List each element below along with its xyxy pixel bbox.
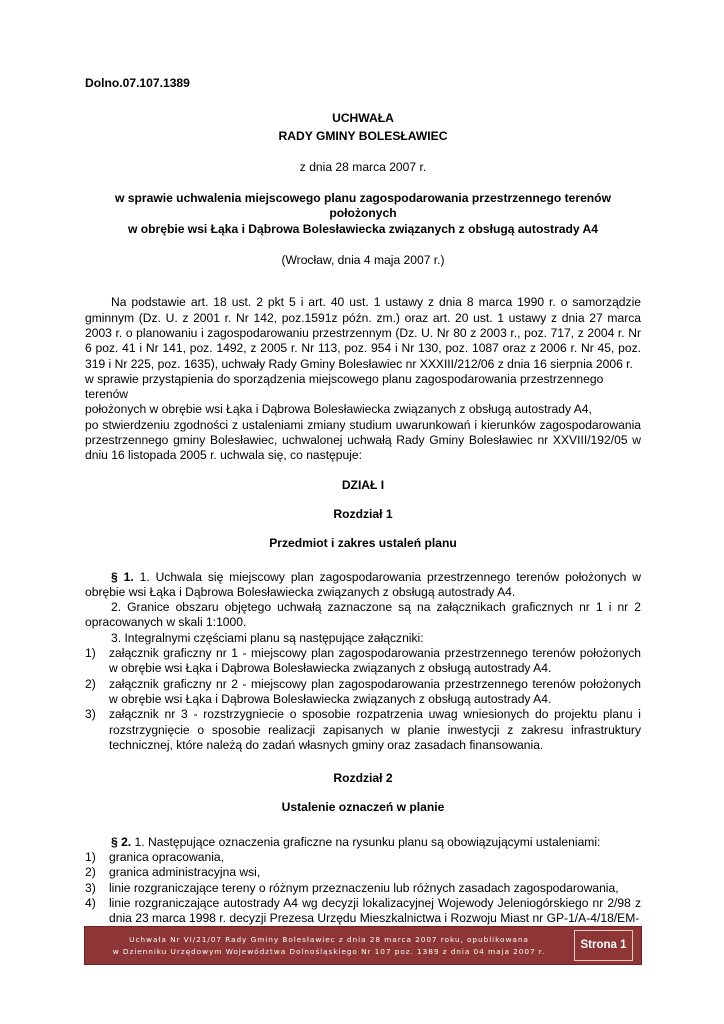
page-footer bbox=[84, 926, 642, 965]
preamble-paragraph: po stwierdzeniu zgodności z ustaleniami zmiany studium uwarunkowań i kierunków zagospodarowania przestrzennego gminy Bolesławiec, uchwalonej uchwałą Rady Gminy Bolesławiec nr XXVIII/192/05 w dniu 16 listopada 2005 r. uchwala się, co następuje: bbox=[85, 417, 641, 463]
preamble bbox=[85, 295, 641, 463]
chapter-2-heading: Rozdział 2 bbox=[333, 771, 393, 786]
section-2 bbox=[85, 835, 641, 927]
preamble-line: w sprawie przystąpienia do sporządzenia miejscowego planu zagospodarowania przestrzennego terenów bbox=[85, 371, 604, 402]
subject-line-2: w obrębie wsi Łąka i Dąbrowa Bolesławiecka związanych z obsługą autostrady A4 bbox=[127, 221, 598, 236]
list-item: 2) załącznik graficzny nr 2 - miejscowy plan zagospodarowania przestrzennego terenów położonych w obrębie wsi Łąka i Dąbrowa Bolesławiecka związanych z obsługą autostrady A4. bbox=[85, 676, 641, 706]
document-body bbox=[85, 72, 641, 926]
list-item: 4) linie rozgraniczające autostrady A4 wg decyzji lokalizacyjnej Wojewody Jeleniogórskiego nr 2/98 z dnia 23 marca 1998 r. decyzji Prezesa Urzędu Mieszkalnictwa i Rozwoju Miast nr GP-1/A-4/18/EM- bbox=[85, 895, 641, 926]
section-1 bbox=[85, 570, 641, 754]
resolution-date: z dnia 28 marca 2007 r. bbox=[299, 159, 427, 174]
list-item: 1) granica opracowania, bbox=[85, 849, 224, 864]
section-1-item-3: 3. Integralnymi częściami planu są następujące załączniki: bbox=[111, 630, 424, 645]
footer-line-2: w Dzienniku Urzędowym Województwa Dolnośląskiego Nr 107 poz. 1389 z dnia 04 maja 2007 r. bbox=[112, 946, 546, 956]
preamble-line: położonych w obrębie wsi Łąka i Dąbrowa Bolesławiecka związanych z obsługą autostrady A4, bbox=[85, 402, 592, 417]
document-title: UCHWAŁA bbox=[332, 111, 394, 126]
footer-citation bbox=[85, 927, 573, 964]
footer-line-1: Uchwała Nr VI/21/07 Rady Gminy Bolesławiec z dnia 28 marca 2007 roku, opublikowana bbox=[129, 934, 529, 944]
chapter-2-title: Ustalenie oznaczeń w planie bbox=[281, 800, 445, 815]
publication-place-date: (Wrocław, dnia 4 maja 2007 r.) bbox=[281, 253, 445, 268]
attachments-list bbox=[85, 646, 641, 753]
list-item: 2) granica administracyjna wsi, bbox=[85, 865, 261, 880]
section-1-item-2: 2. Granice obszaru objętego uchwałą zaznaczone są na załącznikach graficznych nr 1 i nr 2 opracowanych w skali 1:1000. bbox=[85, 600, 641, 630]
section-mark: § 1. bbox=[111, 569, 134, 584]
subject-line-1: w sprawie uchwalenia miejscowego planu zagospodarowania przestrzennego terenów położonych bbox=[115, 191, 611, 221]
preamble-paragraph: Na podstawie art. 18 ust. 2 pkt 5 i art. 40 ust. 1 ustawy z dnia 8 marca 1990 r. o samorządzie gminnym (Dz. U. z 2001 r. Nr 142, poz.1591z późn. zm.) oraz art. 20 ust. 1 ustawy z dnia 27 marca 2003 r. o planowaniu i zagospodarowaniu przestrzennym (Dz. U. Nr 80 z 2003 r., poz. 717, z 2004 r. Nr 6 poz. 41 i Nr 141, poz. 1492, z 2005 r. Nr 113, poz. 954 i Nr 130, poz. 1087 oraz z 2006 r. Nr 45, poz. 319 i Nr 225, poz. 1635), uchwały Rady Gminy Bolesławiec nr XXXIII/212/06 z dnia 16 sierpnia 2006 r. bbox=[85, 295, 641, 371]
chapter-1-heading: Rozdział 1 bbox=[333, 506, 393, 521]
document-reference: Dolno.07.107.1389 bbox=[85, 76, 190, 90]
chapter-1-title: Przedmiot i zakres ustaleń planu bbox=[269, 536, 457, 551]
page-number: Strona 1 bbox=[574, 930, 633, 961]
section-1-item-1: § 1. 1. Uchwala się miejscowy plan zagospodarowania przestrzennego terenów położonych w obrębie wsi Łąka i Dąbrowa Bolesławiecka związanych z obsługą autostrady A4. bbox=[85, 569, 641, 599]
section-2-item-1: § 2. 1. Następujące oznaczenia graficzne na rysunku planu są obowiązującymi ustaleniami: bbox=[111, 834, 601, 849]
issuing-body: RADY GMINY BOLESŁAWIEC bbox=[278, 128, 448, 143]
section-mark: § 2. bbox=[111, 834, 132, 849]
list-item: 1) załącznik graficzny nr 1 - miejscowy plan zagospodarowania przestrzennego terenów położonych w obrębie wsi Łąka i Dąbrowa Bolesławiecka związanych z obsługą autostrady A4. bbox=[85, 646, 641, 676]
division-heading: DZIAŁ I bbox=[341, 477, 385, 492]
list-item: 3) linie rozgraniczające tereny o różnym przeznaczeniu lub różnych zasadach zagospodarowania, bbox=[85, 880, 619, 895]
list-item: 3) załącznik nr 3 - rozstrzygniecie o sposobie rozpatrzenia uwag wniesionych do projektu planu i rozstrzygnięcie o sposobie realizacji zapisanych w planie inwestycji z zakresu infrastruktury technicznej, które należą do zadań własnych gminy oraz zasadach finansowania. bbox=[85, 707, 641, 752]
markings-list bbox=[85, 850, 641, 926]
